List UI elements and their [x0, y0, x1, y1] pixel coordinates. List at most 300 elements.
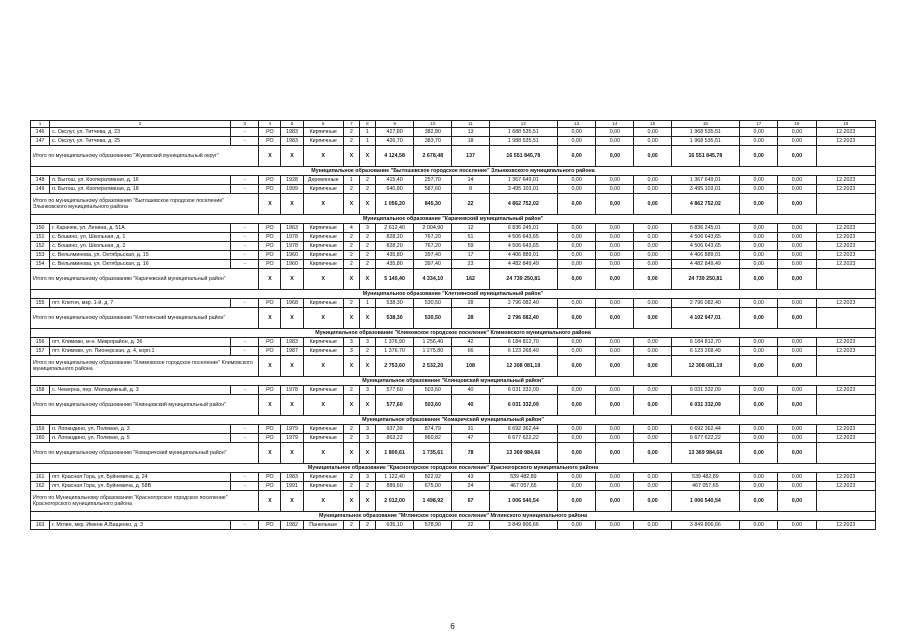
- table-cell: 0,00: [596, 299, 634, 308]
- section-title: Муниципальное образование "Бытошевское городское поселение" Злынковского муниципального района: [31, 167, 876, 176]
- table-row: [31, 473, 876, 482]
- subtotal-cell: 0,00: [558, 356, 596, 377]
- table-cell: 0,00: [558, 128, 596, 137]
- column-number: 3: [231, 121, 259, 128]
- subtotal-cell: 12 308 081,19: [489, 356, 557, 377]
- table-cell: 66: [452, 347, 489, 356]
- table-cell: 0,00: [740, 233, 778, 242]
- table-cell: 0,00: [778, 386, 816, 395]
- subtotal-cell: X: [259, 491, 281, 512]
- table-cell: 0,00: [634, 176, 671, 185]
- table-row: [31, 260, 876, 269]
- column-number: 17: [740, 121, 778, 128]
- table-cell: 0,00: [558, 434, 596, 443]
- table-cell: 0,00: [634, 347, 671, 356]
- table-cell: 767,20: [414, 242, 452, 251]
- table-cell: 3 495 103,01: [489, 185, 557, 194]
- address-cell: пгт. Красная Гора, ул. Буйневича, д. 58В: [50, 482, 231, 491]
- table-row: [31, 242, 876, 251]
- address-cell: пгт. Климово, ул. Пионерская, д. 4, корп.1: [50, 347, 231, 356]
- subtotal-cell: 78: [452, 443, 489, 464]
- subtotal-cell: X: [343, 194, 359, 215]
- column-number: 8: [359, 121, 375, 128]
- table-cell: РО: [259, 482, 281, 491]
- section-header-row: [31, 290, 876, 299]
- table-row: [31, 176, 876, 185]
- column-number: 7: [343, 121, 359, 128]
- table-cell: 587,60: [414, 185, 452, 194]
- table-cell: 6 123 268,49: [671, 347, 739, 356]
- address-cell: с. Вельяминова, ул. Октябрьская, д. 15: [50, 251, 231, 260]
- table-cell: 6 184 812,70: [671, 338, 739, 347]
- table-cell: 2: [343, 299, 359, 308]
- table-cell: 0,00: [778, 482, 816, 491]
- table-cell: 0,00: [634, 482, 671, 491]
- subtotal-cell: X: [259, 308, 281, 329]
- subtotal-cell: 2 796 082,40: [489, 308, 557, 329]
- table-cell: Деревянные: [303, 176, 343, 185]
- subtotal-row: [31, 308, 876, 329]
- table-cell: 1968: [281, 299, 303, 308]
- empty-cell: [816, 443, 875, 464]
- subtotal-cell: 4 102 947,01: [671, 308, 739, 329]
- table-cell: РО: [259, 473, 281, 482]
- subtotal-cell: X: [303, 395, 343, 416]
- table-cell: 1983: [281, 128, 303, 137]
- table-cell: 435,80: [376, 251, 414, 260]
- subtotal-cell: X: [281, 146, 303, 167]
- table-cell: 2: [359, 233, 375, 242]
- table-cell: 31: [452, 425, 489, 434]
- subtotal-cell: X: [281, 194, 303, 215]
- table-cell: 0,00: [558, 242, 596, 251]
- subtotal-cell: 12 308 081,19: [671, 356, 739, 377]
- table-cell: 0,00: [778, 137, 816, 146]
- subtotal-cell: 0,00: [634, 491, 671, 512]
- table-cell: 0,00: [596, 386, 634, 395]
- table-cell: РО: [259, 260, 281, 269]
- subtotal-cell: 1 735,61: [414, 443, 452, 464]
- table-cell: 822,92: [414, 473, 452, 482]
- subtotal-cell: 4 862 752,02: [489, 194, 557, 215]
- empty-cell: [816, 269, 875, 290]
- subtotal-cell: 2 532,20: [414, 356, 452, 377]
- table-cell: 0,00: [778, 176, 816, 185]
- subtotal-row: [31, 395, 876, 416]
- section-header-row: [31, 464, 876, 473]
- subtotal-label: Итого по муниципальному образованию "Бытошевское городское поселение" Злынковского муниципального района: [31, 194, 259, 215]
- table-cell: 1983: [281, 473, 303, 482]
- subtotal-cell: 13 369 984,66: [671, 443, 739, 464]
- table-cell: 0,00: [778, 434, 816, 443]
- table-cell: 12.2023: [816, 176, 875, 185]
- table-cell: 1983: [281, 338, 303, 347]
- table-cell: 149: [31, 185, 50, 194]
- table-cell: 12.2023: [816, 482, 875, 491]
- column-number: 1: [31, 121, 50, 128]
- section-title: Муниципальное образование "Красногорское городское поселение" Красногорского муниципального района: [31, 464, 876, 473]
- table-cell: Кирпичные: [303, 251, 343, 260]
- empty-cell: [816, 194, 875, 215]
- table-cell: 0,00: [558, 521, 596, 530]
- subtotal-cell: 2 753,60: [376, 356, 414, 377]
- subtotal-row: [31, 194, 876, 215]
- table-cell: 4: [343, 224, 359, 233]
- table-cell: -: [231, 386, 259, 395]
- table-cell: 24: [452, 482, 489, 491]
- subtotal-cell: 0,00: [778, 395, 816, 416]
- subtotal-cell: X: [281, 356, 303, 377]
- table-cell: 0,00: [778, 347, 816, 356]
- subtotal-cell: 0,00: [558, 269, 596, 290]
- table-cell: 435,80: [376, 260, 414, 269]
- subtotal-cell: 22: [452, 194, 489, 215]
- table-cell: 12.2023: [816, 260, 875, 269]
- subtotal-label: Итого по муниципальному образованию "Комаричский муниципальный район": [31, 443, 259, 464]
- table-cell: 1 275,80: [414, 347, 452, 356]
- table-cell: 4 406 889,01: [671, 251, 739, 260]
- subtotal-cell: 0,00: [634, 194, 671, 215]
- table-cell: 0,00: [634, 137, 671, 146]
- subtotal-cell: 0,00: [596, 395, 634, 416]
- table-cell: Кирпичные: [303, 137, 343, 146]
- table-cell: 860,82: [414, 434, 452, 443]
- table-cell: 0,00: [778, 260, 816, 269]
- subtotal-cell: 13 369 984,66: [489, 443, 557, 464]
- subtotal-cell: 137: [452, 146, 489, 167]
- subtotal-row: [31, 443, 876, 464]
- table-cell: 0,00: [558, 386, 596, 395]
- subtotal-cell: 6 031 332,09: [671, 395, 739, 416]
- table-cell: 0,00: [778, 521, 816, 530]
- subtotal-cell: X: [343, 146, 359, 167]
- table-cell: 13: [452, 128, 489, 137]
- section-title: Муниципальное образование "Мглинское городское поселение" Мглинского муниципального района: [31, 512, 876, 521]
- table-cell: 6 031 332,09: [671, 386, 739, 395]
- table-cell: 2: [343, 128, 359, 137]
- section-header-row: [31, 416, 876, 425]
- table-cell: 6 184 812,70: [489, 338, 557, 347]
- table-cell: 0,00: [740, 224, 778, 233]
- table-cell: 6 836 245,01: [671, 224, 739, 233]
- subtotal-cell: X: [281, 491, 303, 512]
- table-cell: 0,00: [596, 233, 634, 242]
- table-cell: 3: [359, 434, 375, 443]
- address-cell: г. Мглин, мкр. Имени А.Ващенко, д. 3: [50, 521, 231, 530]
- table-cell: 640,80: [376, 185, 414, 194]
- subtotal-cell: 0,00: [740, 443, 778, 464]
- table-cell: 0,00: [778, 299, 816, 308]
- table-cell: -: [231, 521, 259, 530]
- section-header-row: [31, 377, 876, 386]
- table-cell: 0,00: [558, 224, 596, 233]
- table-cell: 2 796 082,40: [489, 299, 557, 308]
- table-cell: 577,60: [376, 386, 414, 395]
- table-cell: 0,00: [558, 425, 596, 434]
- table-cell: Панельные: [303, 521, 343, 530]
- table-cell: 0,00: [778, 242, 816, 251]
- address-cell: с. Чемерна, пер. Молодежный, д. 3: [50, 386, 231, 395]
- empty-cell: [816, 395, 875, 416]
- table-cell: 2: [359, 251, 375, 260]
- table-cell: 17: [452, 251, 489, 260]
- subtotal-cell: X: [359, 308, 375, 329]
- section-title: Муниципальное образование "Карачевский муниципальный район": [31, 215, 876, 224]
- table-cell: Кирпичные: [303, 233, 343, 242]
- table-cell: 0,00: [634, 299, 671, 308]
- address-cell: пгт. Красная Гора, ул. Буйневича, д. 24: [50, 473, 231, 482]
- table-cell: -: [231, 176, 259, 185]
- column-number: 11: [452, 121, 489, 128]
- table-cell: 163: [31, 521, 50, 530]
- table-cell: -: [231, 473, 259, 482]
- table-cell: 0,00: [778, 338, 816, 347]
- table-row: [31, 233, 876, 242]
- subtotal-cell: X: [343, 356, 359, 377]
- table-row: [31, 434, 876, 443]
- table-cell: 2: [343, 185, 359, 194]
- subtotal-cell: 1 056,20: [376, 194, 414, 215]
- table-cell: 0,00: [596, 482, 634, 491]
- table-cell: 3 849 806,66: [671, 521, 739, 530]
- table-cell: Кирпичные: [303, 242, 343, 251]
- table-cell: 1: [359, 137, 375, 146]
- table-cell: -: [231, 299, 259, 308]
- subtotal-cell: 108: [452, 356, 489, 377]
- table-cell: 1978: [281, 386, 303, 395]
- table-cell: 0,00: [596, 473, 634, 482]
- subtotal-cell: X: [259, 269, 281, 290]
- table-cell: 1 367 649,01: [671, 176, 739, 185]
- table-cell: 28: [452, 299, 489, 308]
- table-cell: 0,00: [558, 338, 596, 347]
- table-row: [31, 338, 876, 347]
- subtotal-cell: 0,00: [596, 146, 634, 167]
- subtotal-cell: 0,00: [778, 194, 816, 215]
- subtotal-cell: 67: [452, 491, 489, 512]
- table-cell: 155: [31, 299, 50, 308]
- subtotal-cell: 0,00: [634, 269, 671, 290]
- address-cell: с. Бошино, ул. Школьная, д. 2: [50, 242, 231, 251]
- table-cell: 1: [359, 128, 375, 137]
- table-cell: 12.2023: [816, 347, 875, 356]
- table-cell: 0,00: [740, 260, 778, 269]
- table-cell: 51: [452, 233, 489, 242]
- table-cell: 0,00: [596, 251, 634, 260]
- column-number: 5: [281, 121, 303, 128]
- subtotal-label: Итого по муниципальному образованию "Клетнянский муниципальный район": [31, 308, 259, 329]
- section-header-row: [31, 167, 876, 176]
- subtotal-cell: X: [343, 269, 359, 290]
- subtotal-cell: X: [303, 194, 343, 215]
- table-cell: 539 482,89: [671, 473, 739, 482]
- column-number: 14: [596, 121, 634, 128]
- table-cell: 1 968 535,51: [671, 137, 739, 146]
- subtotal-row: [31, 269, 876, 290]
- address-cell: пгт. Климово, м-н. Микрорайон, д. 36: [50, 338, 231, 347]
- table-cell: 2: [359, 185, 375, 194]
- table-cell: 1 988 535,51: [489, 137, 557, 146]
- table-cell: 150: [31, 224, 50, 233]
- subtotal-cell: X: [303, 356, 343, 377]
- table-cell: 863,22: [376, 434, 414, 443]
- table-cell: 0,00: [558, 185, 596, 194]
- subtotal-cell: X: [359, 356, 375, 377]
- table-cell: 147: [31, 137, 50, 146]
- table-cell: Кирпичные: [303, 338, 343, 347]
- table-cell: 1928: [281, 176, 303, 185]
- subtotal-cell: 0,00: [740, 269, 778, 290]
- address-cell: с. Вельяминова, ул. Октябрьская, д. 16: [50, 260, 231, 269]
- table-cell: 0,00: [596, 128, 634, 137]
- subtotal-cell: X: [303, 491, 343, 512]
- table-cell: 8: [452, 185, 489, 194]
- table-cell: 382,80: [414, 128, 452, 137]
- column-number: 10: [414, 121, 452, 128]
- table-row: [31, 425, 876, 434]
- table-cell: 0,00: [558, 233, 596, 242]
- subtotal-cell: 0,00: [778, 308, 816, 329]
- table-cell: 426,70: [376, 137, 414, 146]
- address-cell: с. Окслуг, ул. Титчева, д. 23: [50, 128, 231, 137]
- table-cell: 23: [452, 260, 489, 269]
- table-body: [31, 121, 876, 530]
- table-cell: 2: [343, 482, 359, 491]
- subtotal-cell: 0,00: [596, 269, 634, 290]
- column-number: 9: [376, 121, 414, 128]
- table-cell: РО: [259, 224, 281, 233]
- table-cell: 1999: [281, 185, 303, 194]
- table-row: [31, 482, 876, 491]
- table-cell: 6 677 622,22: [671, 434, 739, 443]
- table-cell: 0,00: [596, 347, 634, 356]
- table-cell: 467 057,65: [489, 482, 557, 491]
- table-cell: 0,00: [596, 176, 634, 185]
- table-cell: 635,10: [376, 521, 414, 530]
- table-cell: 0,00: [740, 521, 778, 530]
- table-cell: РО: [259, 137, 281, 146]
- empty-cell: [816, 308, 875, 329]
- table-cell: 0,00: [740, 251, 778, 260]
- table-row: [31, 185, 876, 194]
- table-row: [31, 137, 876, 146]
- section-header-row: [31, 512, 876, 521]
- table-cell: 0,00: [634, 473, 671, 482]
- table-cell: 0,00: [634, 128, 671, 137]
- column-number: 6: [303, 121, 343, 128]
- column-number: 16: [671, 121, 739, 128]
- table-cell: 0,00: [596, 242, 634, 251]
- address-cell: с. Бошино, ул. Школьная, д. 1: [50, 233, 231, 242]
- table-cell: 1 122,40: [376, 473, 414, 482]
- subtotal-cell: X: [281, 308, 303, 329]
- address-cell: пгт. Клетня, мкр. 1-й, д. 7: [50, 299, 231, 308]
- table-cell: 1 256,40: [414, 338, 452, 347]
- table-cell: -: [231, 224, 259, 233]
- subtotal-cell: 1 800,61: [376, 443, 414, 464]
- table-cell: 6 692 362,44: [671, 425, 739, 434]
- table-cell: 0,00: [558, 347, 596, 356]
- table-cell: 12.2023: [816, 386, 875, 395]
- table-cell: 3: [359, 386, 375, 395]
- table-cell: 828,20: [376, 242, 414, 251]
- subtotal-cell: 1 498,92: [414, 491, 452, 512]
- table-cell: РО: [259, 338, 281, 347]
- table-cell: 1: [343, 176, 359, 185]
- subtotal-cell: 24 739 250,81: [671, 269, 739, 290]
- address-cell: п. Бытош, ул. Кооперативная, д. 16: [50, 176, 231, 185]
- subtotal-cell: 0,00: [778, 356, 816, 377]
- table-cell: РО: [259, 185, 281, 194]
- table-cell: РО: [259, 521, 281, 530]
- subtotal-cell: X: [343, 308, 359, 329]
- table-cell: 0,00: [778, 185, 816, 194]
- table-cell: 0,00: [740, 176, 778, 185]
- table-cell: Кирпичные: [303, 473, 343, 482]
- table-cell: 146: [31, 128, 50, 137]
- column-number: 15: [634, 121, 671, 128]
- subtotal-cell: X: [359, 443, 375, 464]
- table-cell: Кирпичные: [303, 434, 343, 443]
- column-number: 13: [558, 121, 596, 128]
- subtotal-cell: X: [259, 443, 281, 464]
- subtotal-row: [31, 491, 876, 512]
- table-cell: 889,60: [376, 482, 414, 491]
- table-cell: 0,00: [740, 338, 778, 347]
- table-cell: 0,00: [634, 251, 671, 260]
- subtotal-cell: 0,00: [740, 146, 778, 167]
- table-cell: 0,00: [558, 473, 596, 482]
- table-cell: 22: [452, 521, 489, 530]
- table-cell: 503,60: [414, 386, 452, 395]
- section-header-row: [31, 215, 876, 224]
- table-cell: 47: [452, 434, 489, 443]
- table-cell: 12.2023: [816, 224, 875, 233]
- subtotal-cell: 0,00: [558, 395, 596, 416]
- table-cell: 4 406 889,01: [489, 251, 557, 260]
- table-cell: 6 677 622,22: [489, 434, 557, 443]
- subtotal-cell: X: [259, 356, 281, 377]
- subtotal-cell: X: [259, 146, 281, 167]
- table-cell: Кирпичные: [303, 260, 343, 269]
- table-cell: 18: [452, 137, 489, 146]
- table-cell: 530,50: [414, 299, 452, 308]
- table-cell: -: [231, 233, 259, 242]
- table-cell: 0,00: [634, 338, 671, 347]
- table-cell: -: [231, 425, 259, 434]
- table-cell: 2: [343, 251, 359, 260]
- column-number-row: [31, 121, 876, 128]
- table-cell: 1978: [281, 242, 303, 251]
- table-cell: 0,00: [740, 347, 778, 356]
- table-cell: 2: [359, 260, 375, 269]
- table-cell: 467 057,65: [671, 482, 739, 491]
- table-cell: 12.2023: [816, 185, 875, 194]
- subtotal-cell: X: [281, 395, 303, 416]
- subtotal-label: Итого по муниципальному образованию "Клинцовский муниципальный район": [31, 395, 259, 416]
- table-cell: РО: [259, 251, 281, 260]
- table-cell: 59: [452, 242, 489, 251]
- table-cell: 159: [31, 425, 50, 434]
- table-cell: 156: [31, 338, 50, 347]
- subtotal-cell: 2 012,00: [376, 491, 414, 512]
- table-cell: 3: [343, 347, 359, 356]
- table-cell: 0,00: [634, 425, 671, 434]
- table-cell: 151: [31, 233, 50, 242]
- table-cell: 1 376,90: [376, 338, 414, 347]
- table-row: [31, 347, 876, 356]
- table-cell: 2: [343, 425, 359, 434]
